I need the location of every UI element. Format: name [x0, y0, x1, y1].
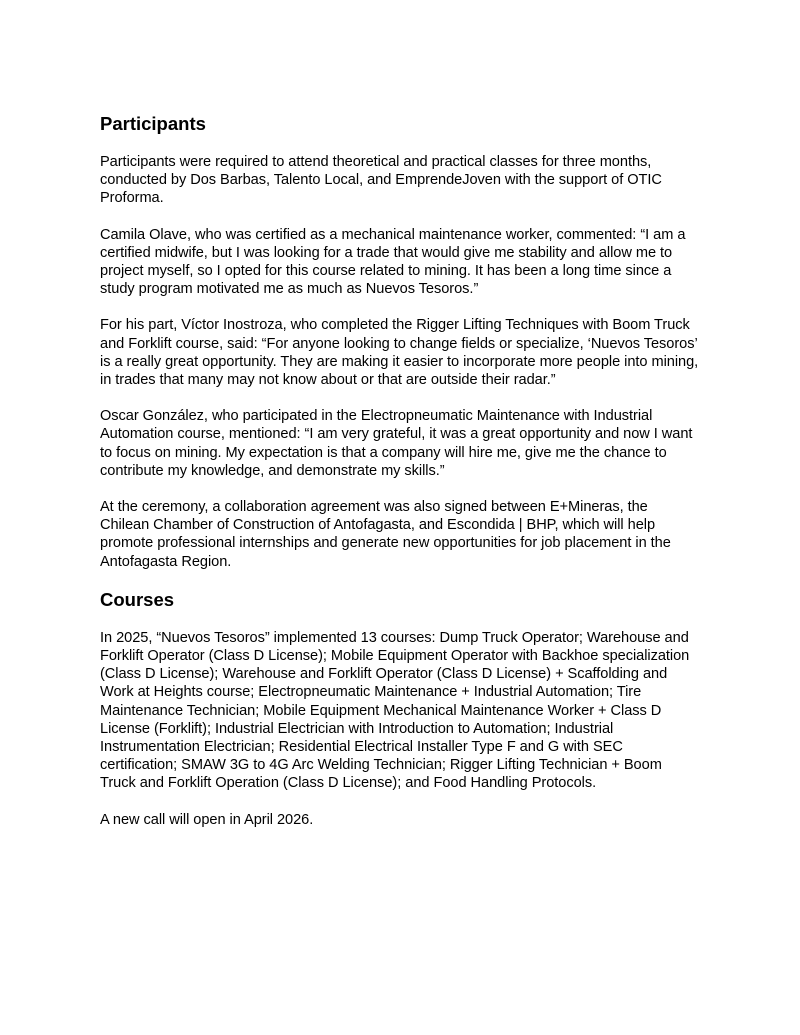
participants-section	[100, 113, 700, 571]
participants-paragraph-2: Camila Olave, who was certified as a mechanical maintenance worker, commented: “I am a certified midwife, but I was looking for a trade that would give me stability and allow me to project myself, so I opted for this course related to mining. It has been a long time since a study program motivated me as much as Nuevos Tesoros.”	[100, 226, 686, 298]
courses-section	[100, 589, 700, 829]
document-page	[100, 113, 700, 847]
participants-paragraph-1: Participants were required to attend theoretical and practical classes for three months, conducted by Dos Barbas, Talento Local, and EmprendeJoven with the support of OTIC Proforma.	[100, 154, 662, 207]
courses-heading: Courses	[100, 588, 175, 610]
courses-paragraph-1: In 2025, “Nuevos Tesoros” implemented 13 courses: Dump Truck Operator; Warehouse and Forklift Operator (Class D License); Mobile Equipment Operator with Backhoe specialization (Class D License); Warehouse and Forklift Operator (Class D License) + Scaffolding and Work at Heights course; Electropneumatic Maintenance + Industrial Automation; Tire Maintenance Technician; Mobile Equipment Mechanical Maintenance Worker + Class D License (Forklift); Industrial Electrician with Introduction to Automation; Industrial Instrumentation Electrician; Residential Electrical Installer Type F and G with SEC certification; SMAW 3G to 4G Arc Welding Technician; Rigger Lifting Technician + Boom Truck and Forklift Operation (Class D License); and Food Handling Protocols.	[100, 629, 690, 792]
participants-paragraph-3: For his part, Víctor Inostroza, who completed the Rigger Lifting Techniques with Boom Truck and Forklift course, said: “For anyone looking to change fields or specialize, ‘Nuevos Tesoros’ is a really great opportunity. They are making it easier to incorporate more people into mining, in trades that many may not know about or that are outside their radar.”	[100, 317, 699, 389]
participants-heading: Participants	[100, 113, 206, 134]
participants-paragraph-5: At the ceremony, a collaboration agreement was also signed between E+Mineras, the Chilean Chamber of Construction of Antofagasta, and Escondida | BHP, which will help promote professional internships and generate new opportunities for job placement in the Antofagasta Region.	[100, 499, 671, 570]
participants-paragraph-4: Oscar González, who participated in the Electropneumatic Maintenance with Industrial Automation course, mentioned: “I am very grateful, it was a great opportunity and now I want to focus on mining. My expectation is that a company will hire me, give me the chance to contribute my knowledge, and demonstrate my skills.”	[100, 408, 693, 479]
courses-paragraph-2: A new call will open in April 2026.	[100, 811, 314, 828]
